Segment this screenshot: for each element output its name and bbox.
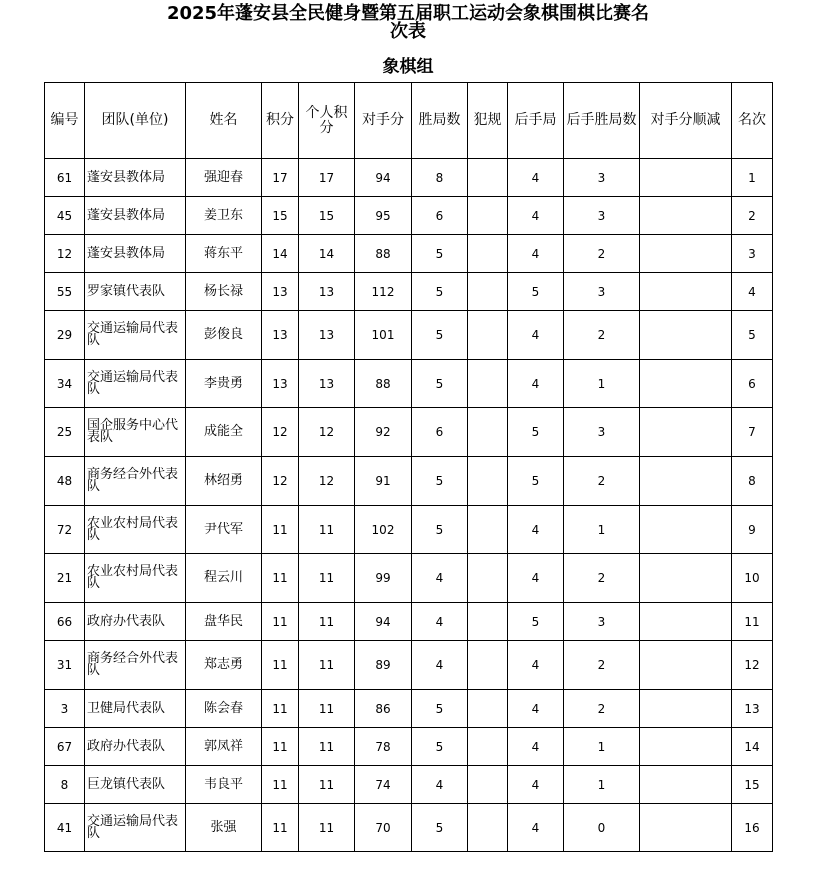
cell-second-wins: 3 [564,408,640,457]
cell-points: 11 [262,641,299,690]
cell-fouls [468,690,508,728]
cell-rank: 5 [732,311,773,360]
cell-personal-points: 17 [299,159,355,197]
cell-id: 25 [45,408,85,457]
cell-points: 11 [262,690,299,728]
cell-name: 盘华民 [186,603,262,641]
cell-second-wins: 3 [564,273,640,311]
cell-fouls [468,728,508,766]
cell-id: 72 [45,506,85,554]
cell-personal-points: 11 [299,766,355,804]
cell-opponent-score: 112 [355,273,412,311]
cell-fouls [468,506,508,554]
table-row [45,690,773,728]
cell-opponent-score: 78 [355,728,412,766]
cell-name: 程云川 [186,554,262,603]
cell-second-games: 4 [508,804,564,852]
table-row [45,728,773,766]
cell-id: 8 [45,766,85,804]
cell-team: 巨龙镇代表队 [85,766,186,804]
cell-name: 张强 [186,804,262,852]
cell-fouls [468,360,508,408]
cell-id: 31 [45,641,85,690]
cell-second-games: 4 [508,506,564,554]
cell-wins: 8 [412,159,468,197]
cell-second-games: 4 [508,197,564,235]
cell-name: 陈会春 [186,690,262,728]
cell-rank: 4 [732,273,773,311]
cell-name: 郭凤祥 [186,728,262,766]
cell-second-wins: 2 [564,235,640,273]
cell-opponent-score-minus [640,641,732,690]
cell-opponent-score-minus [640,457,732,506]
cell-personal-points: 13 [299,273,355,311]
cell-opponent-score: 94 [355,159,412,197]
cell-fouls [468,235,508,273]
cell-wins: 5 [412,457,468,506]
cell-second-games: 4 [508,690,564,728]
cell-personal-points: 15 [299,197,355,235]
cell-rank: 13 [732,690,773,728]
cell-second-games: 4 [508,360,564,408]
cell-wins: 6 [412,197,468,235]
cell-second-wins: 3 [564,197,640,235]
cell-rank: 14 [732,728,773,766]
header-wins: 胜局数 [412,83,468,159]
cell-wins: 6 [412,408,468,457]
cell-second-wins: 1 [564,506,640,554]
cell-fouls [468,457,508,506]
cell-rank: 10 [732,554,773,603]
cell-second-wins: 2 [564,457,640,506]
cell-points: 13 [262,360,299,408]
cell-opponent-score: 70 [355,804,412,852]
header-row [45,83,773,159]
cell-opponent-score-minus [640,408,732,457]
header-rank: 名次 [732,83,773,159]
cell-team: 农业农村局代表队 [85,506,186,554]
cell-opponent-score: 95 [355,197,412,235]
cell-id: 21 [45,554,85,603]
header-opponent-score: 对手分 [355,83,412,159]
cell-name: 强迎春 [186,159,262,197]
cell-second-games: 4 [508,311,564,360]
cell-second-wins: 1 [564,766,640,804]
cell-team: 国企服务中心代表队 [85,408,186,457]
table-row [45,641,773,690]
cell-opponent-score: 88 [355,360,412,408]
cell-opponent-score-minus [640,728,732,766]
cell-points: 14 [262,235,299,273]
cell-opponent-score-minus [640,766,732,804]
document-title-line-1: 2025年蓬安县全民健身暨第五届职工运动会象棋围棋比赛名 [166,3,650,24]
table-row [45,311,773,360]
cell-name: 蒋东平 [186,235,262,273]
cell-wins: 5 [412,690,468,728]
cell-second-games: 4 [508,766,564,804]
cell-second-games: 5 [508,457,564,506]
cell-second-wins: 1 [564,728,640,766]
cell-rank: 11 [732,603,773,641]
cell-id: 61 [45,159,85,197]
cell-personal-points: 11 [299,728,355,766]
cell-team: 蓬安县教体局 [85,235,186,273]
table-row [45,273,773,311]
cell-opponent-score-minus [640,360,732,408]
cell-fouls [468,197,508,235]
cell-second-games: 4 [508,235,564,273]
table-row [45,554,773,603]
cell-wins: 4 [412,766,468,804]
cell-team: 交通运输局代表队 [85,804,186,852]
cell-personal-points: 13 [299,311,355,360]
cell-personal-points: 11 [299,804,355,852]
cell-team: 农业农村局代表队 [85,554,186,603]
cell-fouls [468,766,508,804]
cell-opponent-score: 86 [355,690,412,728]
cell-team: 蓬安县教体局 [85,197,186,235]
cell-wins: 5 [412,360,468,408]
cell-points: 13 [262,311,299,360]
cell-points: 11 [262,506,299,554]
cell-second-wins: 3 [564,159,640,197]
cell-second-wins: 2 [564,554,640,603]
header-second-wins: 后手胜局数 [564,83,640,159]
cell-opponent-score-minus [640,235,732,273]
table-row [45,235,773,273]
cell-points: 11 [262,554,299,603]
cell-wins: 5 [412,506,468,554]
cell-fouls [468,554,508,603]
cell-team: 罗家镇代表队 [85,273,186,311]
cell-second-wins: 2 [564,311,640,360]
cell-opponent-score-minus [640,159,732,197]
cell-team: 交通运输局代表队 [85,360,186,408]
header-opponent-score-minus: 对手分顺减 [640,83,732,159]
cell-wins: 5 [412,235,468,273]
cell-id: 67 [45,728,85,766]
cell-second-games: 5 [508,603,564,641]
cell-fouls [468,159,508,197]
cell-name: 林绍勇 [186,457,262,506]
cell-opponent-score-minus [640,506,732,554]
cell-name: 杨长禄 [186,273,262,311]
table-row [45,360,773,408]
cell-name: 李贵勇 [186,360,262,408]
cell-id: 48 [45,457,85,506]
cell-team: 商务经合外代表队 [85,457,186,506]
cell-opponent-score: 99 [355,554,412,603]
cell-second-wins: 1 [564,360,640,408]
cell-fouls [468,603,508,641]
cell-name: 韦良平 [186,766,262,804]
cell-second-wins: 2 [564,690,640,728]
cell-fouls [468,408,508,457]
cell-id: 29 [45,311,85,360]
cell-points: 11 [262,728,299,766]
cell-team: 蓬安县教体局 [85,159,186,197]
cell-opponent-score: 89 [355,641,412,690]
header-personal-points: 个人积分 [299,83,355,159]
header-team: 团队(单位) [85,83,186,159]
cell-rank: 6 [732,360,773,408]
table-row [45,506,773,554]
header-fouls: 犯规 [468,83,508,159]
cell-rank: 2 [732,197,773,235]
cell-personal-points: 12 [299,408,355,457]
cell-opponent-score: 91 [355,457,412,506]
cell-personal-points: 12 [299,457,355,506]
cell-opponent-score-minus [640,603,732,641]
table-row [45,159,773,197]
cell-rank: 3 [732,235,773,273]
cell-personal-points: 13 [299,360,355,408]
cell-second-wins: 3 [564,603,640,641]
cell-points: 13 [262,273,299,311]
document-title-line-2: 次表 [390,21,426,42]
cell-opponent-score-minus [640,311,732,360]
cell-id: 55 [45,273,85,311]
cell-team: 商务经合外代表队 [85,641,186,690]
cell-wins: 5 [412,273,468,311]
header-points: 积分 [262,83,299,159]
cell-second-wins: 0 [564,804,640,852]
cell-second-games: 4 [508,728,564,766]
cell-id: 45 [45,197,85,235]
cell-opponent-score: 102 [355,506,412,554]
cell-opponent-score-minus [640,197,732,235]
cell-points: 12 [262,457,299,506]
cell-id: 41 [45,804,85,852]
cell-second-games: 4 [508,641,564,690]
cell-rank: 8 [732,457,773,506]
cell-personal-points: 11 [299,690,355,728]
cell-personal-points: 11 [299,641,355,690]
table-row [45,457,773,506]
cell-opponent-score: 92 [355,408,412,457]
cell-fouls [468,311,508,360]
cell-second-games: 4 [508,159,564,197]
cell-second-games: 5 [508,408,564,457]
ranking-table [44,82,773,852]
cell-personal-points: 14 [299,235,355,273]
cell-wins: 5 [412,311,468,360]
cell-wins: 4 [412,603,468,641]
cell-second-wins: 2 [564,641,640,690]
cell-opponent-score: 94 [355,603,412,641]
cell-rank: 12 [732,641,773,690]
cell-name: 彭俊良 [186,311,262,360]
cell-rank: 16 [732,804,773,852]
cell-id: 34 [45,360,85,408]
cell-wins: 4 [412,554,468,603]
cell-wins: 5 [412,728,468,766]
table-body [45,159,773,852]
cell-opponent-score: 74 [355,766,412,804]
table-row [45,603,773,641]
cell-personal-points: 11 [299,506,355,554]
header-second-games: 后手局 [508,83,564,159]
cell-points: 15 [262,197,299,235]
cell-opponent-score-minus [640,273,732,311]
cell-opponent-score: 101 [355,311,412,360]
cell-team: 卫健局代表队 [85,690,186,728]
cell-name: 郑志勇 [186,641,262,690]
cell-opponent-score-minus [640,554,732,603]
cell-points: 12 [262,408,299,457]
cell-fouls [468,804,508,852]
cell-team: 政府办代表队 [85,603,186,641]
cell-rank: 7 [732,408,773,457]
cell-fouls [468,273,508,311]
table-row [45,766,773,804]
cell-team: 政府办代表队 [85,728,186,766]
cell-points: 17 [262,159,299,197]
cell-name: 尹代军 [186,506,262,554]
cell-second-games: 4 [508,554,564,603]
cell-wins: 4 [412,641,468,690]
table-row [45,804,773,852]
cell-points: 11 [262,804,299,852]
cell-opponent-score-minus [640,804,732,852]
cell-personal-points: 11 [299,603,355,641]
group-subtitle: 象棋组 [382,57,434,77]
cell-rank: 1 [732,159,773,197]
cell-points: 11 [262,603,299,641]
cell-second-games: 5 [508,273,564,311]
cell-rank: 15 [732,766,773,804]
cell-rank: 9 [732,506,773,554]
header-name: 姓名 [186,83,262,159]
cell-id: 3 [45,690,85,728]
header-id: 编号 [45,83,85,159]
cell-id: 12 [45,235,85,273]
cell-opponent-score: 88 [355,235,412,273]
cell-fouls [468,641,508,690]
cell-id: 66 [45,603,85,641]
cell-points: 11 [262,766,299,804]
cell-opponent-score-minus [640,690,732,728]
cell-personal-points: 11 [299,554,355,603]
cell-wins: 5 [412,804,468,852]
table-row [45,408,773,457]
cell-team: 交通运输局代表队 [85,311,186,360]
table-row [45,197,773,235]
cell-name: 成能全 [186,408,262,457]
cell-name: 姜卫东 [186,197,262,235]
